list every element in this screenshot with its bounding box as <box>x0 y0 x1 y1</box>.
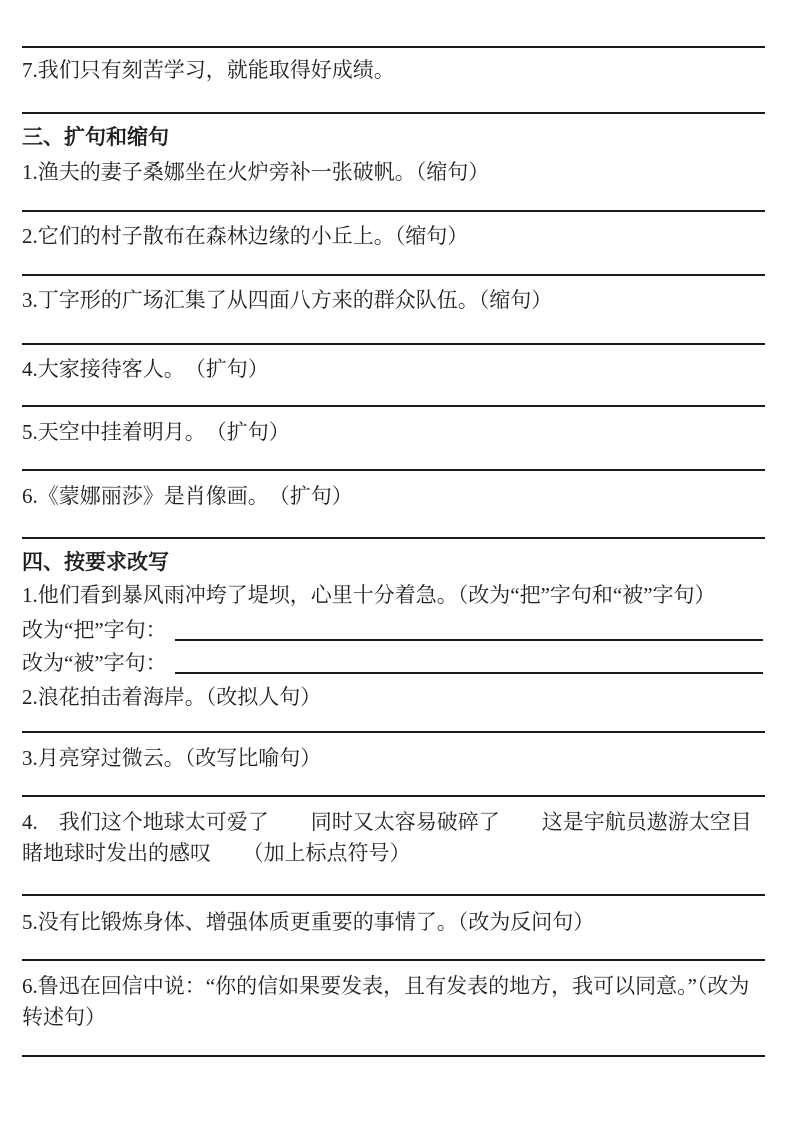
question-item: 1.他们看到暴风雨冲垮了堤坝，心里十分着急。（改为“把”字句和“被”字句） <box>22 583 716 607</box>
fill-in-row-ba <box>22 615 765 646</box>
fill-in-blank-ba[interactable] <box>175 639 763 641</box>
fill-in-row-bei <box>22 648 765 679</box>
question-item: 5.没有比锻炼身体、增强体质更重要的事情了。（改为反问句） <box>22 910 595 934</box>
fill-in-label-ba: 改为“把”字句： <box>22 618 167 642</box>
question-item: 3.月亮穿过微云。（改写比喻句） <box>22 746 322 770</box>
answer-line[interactable] <box>22 274 765 276</box>
question-item: 4.大家接待客人。 （扩句） <box>22 357 269 381</box>
question-item: 7.我们只有刻苦学习，就能取得好成绩。 <box>22 58 395 82</box>
answer-line[interactable] <box>22 537 765 539</box>
section-title-3: 三、扩句和缩句 <box>22 125 169 149</box>
question-item: 1.渔夫的妻子桑娜坐在火炉旁补一张破帆。（缩句） <box>22 160 490 184</box>
question-item: 5.天空中挂着明月。 （扩句） <box>22 420 290 444</box>
answer-line[interactable] <box>22 343 765 345</box>
question-item: 6.《蒙娜丽莎》是肖像画。 （扩句） <box>22 484 353 508</box>
fill-in-label-bei: 改为“被”字句： <box>22 651 167 675</box>
question-item: 2.浪花拍击着海岸。（改拟人句） <box>22 685 322 709</box>
answer-line[interactable] <box>22 795 765 797</box>
answer-line[interactable] <box>22 894 765 896</box>
answer-line[interactable] <box>22 731 765 733</box>
question-item: 4. 我们这个地球太可爱了 同时又太容易破碎了 这是宇航员遨游太空目睹地球时发出的感叹 （加上标点符号） <box>22 810 752 865</box>
answer-line[interactable] <box>22 210 765 212</box>
answer-line[interactable] <box>22 959 765 961</box>
section-title-4: 四、按要求改写 <box>22 550 169 574</box>
question-item: 3.丁字形的广场汇集了从四面八方来的群众队伍。（缩句） <box>22 288 553 312</box>
answer-line[interactable] <box>22 112 765 114</box>
answer-line[interactable] <box>22 46 765 48</box>
fill-in-blank-bei[interactable] <box>175 672 763 674</box>
answer-line[interactable] <box>22 1055 765 1057</box>
answer-line[interactable] <box>22 405 765 407</box>
question-item: 2.它们的村子散布在森林边缘的小丘上。（缩句） <box>22 224 469 248</box>
answer-line[interactable] <box>22 469 765 471</box>
question-item: 6.鲁迅在回信中说：“你的信如果要发表，且有发表的地方，我可以同意。”（改为转述句） <box>22 974 750 1029</box>
